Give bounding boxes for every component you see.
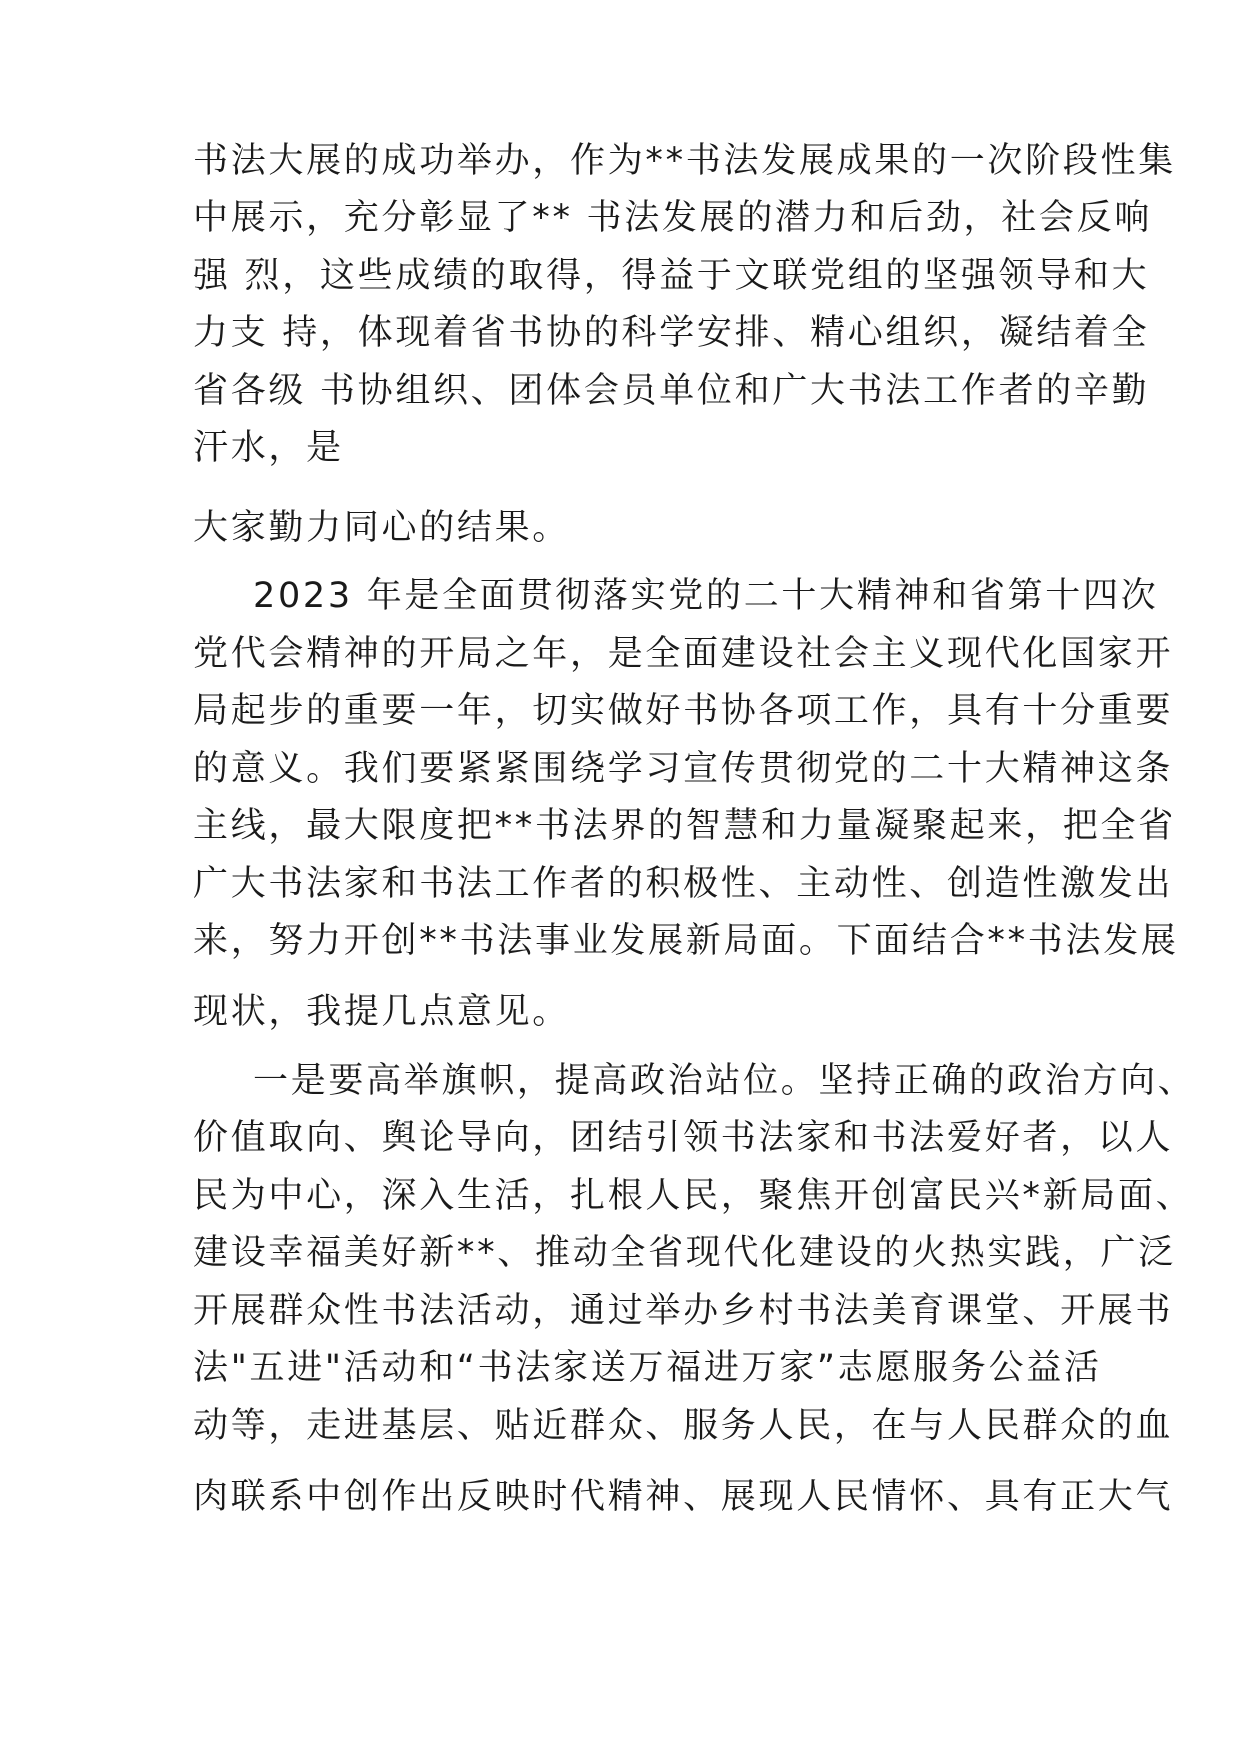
paragraph-3-line-8: 现状，我提几点意见。 (193, 992, 571, 1032)
paragraph-3-line-3: 局起步的重要一年，切实做好书协各项工作，具有十分重要 (193, 691, 1174, 731)
paragraph-1-line-1: 书法大展的成功举办，作为**书法发展成果的一次阶段性集 (193, 141, 1176, 181)
paragraph-3-line-5: 主线，最大限度把**书法界的智慧和力量凝聚起来，把全省 (193, 806, 1176, 846)
paragraph-3-line-2: 党代会精神的开局之年，是全面建设社会主义现代化国家开 (193, 634, 1174, 674)
paragraph-3-line-1: 2023 年是全面贯彻落实党的二十大精神和省第十四次 (253, 576, 1159, 616)
paragraph-4-line-1: 一是要高举旗帜，提高政治站位。坚持正确的政治方向、 (253, 1061, 1196, 1101)
paragraph-3-line-6: 广大书法家和书法工作者的积极性、主动性、创造性激发出 (193, 864, 1174, 904)
paragraph-4-line-3: 民为中心，深入生活，扎根人民，聚焦开创富民兴*新局面、 (193, 1176, 1194, 1216)
paragraph-4-line-8: 肉联系中创作出反映时代精神、展现人民情怀、具有正大气 (193, 1477, 1174, 1517)
paragraph-4-line-6: 法"五进"活动和“书法家送万福进万家”志愿服务公益活 (193, 1348, 1102, 1388)
paragraph-1-line-4: 力支 持，体现着省书协的科学安排、精心组织，凝结着全 (193, 313, 1150, 353)
paragraph-1-line-3: 强 烈，这些成绩的取得，得益于文联党组的坚强领导和大 (193, 256, 1150, 296)
paragraph-4-line-5: 开展群众性书法活动，通过举办乡村书法美育课堂、开展书 (193, 1291, 1174, 1331)
paragraph-3-line-4: 的意义。我们要紧紧围绕学习宣传贯彻党的二十大精神这条 (193, 749, 1174, 789)
paragraph-2-line-1: 大家勤力同心的结果。 (193, 508, 571, 548)
paragraph-4-line-2: 价值取向、舆论导向，团结引领书法家和书法爱好者，以人 (193, 1118, 1174, 1158)
paragraph-1-line-5: 省各级 书协组织、团体会员单位和广大书法工作者的辛勤 (193, 371, 1150, 411)
paragraph-1-line-6: 汗水，是 (193, 428, 344, 468)
paragraph-3-line-7: 来，努力开创**书法事业发展新局面。下面结合**书法发展 (193, 921, 1179, 961)
paragraph-4-line-7: 动等，走进基层、贴近群众、服务人民，在与人民群众的血 (193, 1406, 1174, 1446)
paragraph-1-line-2: 中展示，充分彰显了** 书法发展的潜力和后劲，社会反响 (193, 198, 1153, 238)
paragraph-4-line-4: 建设幸福美好新**、推动全省现代化建设的火热实践，广泛 (193, 1233, 1176, 1273)
